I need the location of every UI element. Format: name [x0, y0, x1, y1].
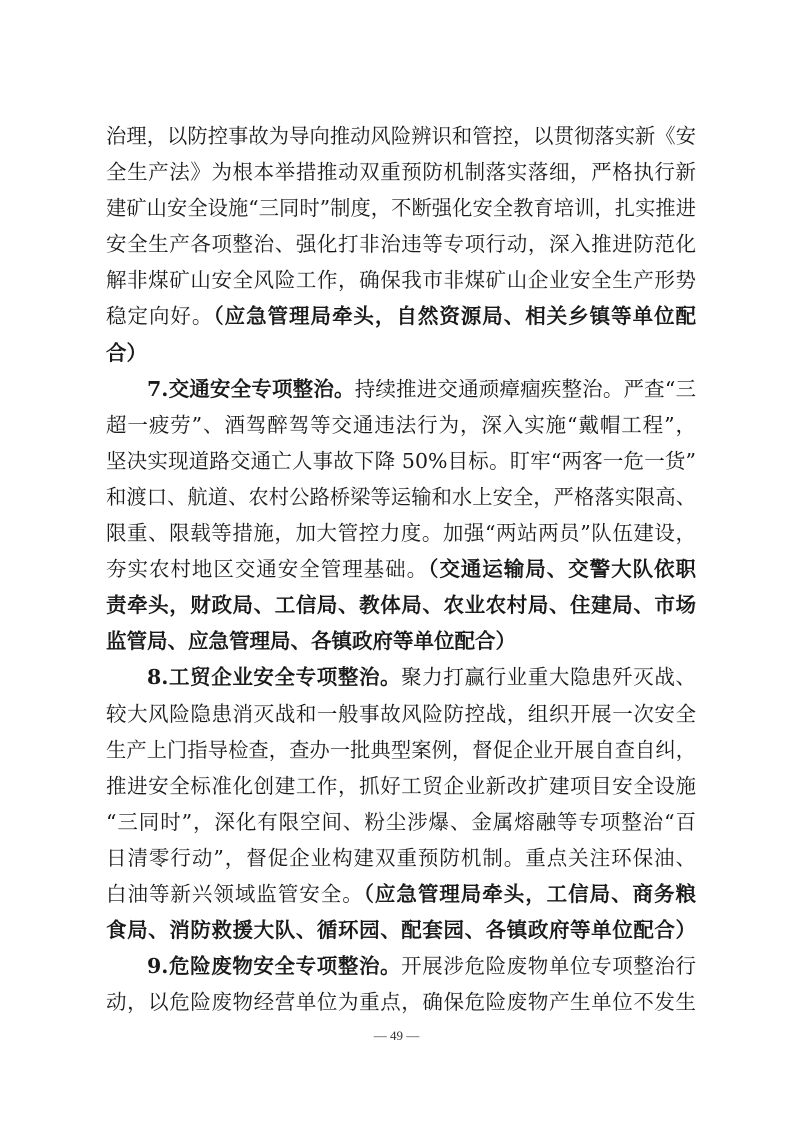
text-run: 推进安全标准化创建工作，抓好工贸企业新改扩建项目安全设施: [106, 773, 696, 798]
text-run: “三同时”，深化有限空间、粉尘涉爆、金属熔融等专项整治“百: [106, 809, 696, 834]
text-run: 全生产法》为根本举措推动双重预防机制落实落细，严格执行新: [106, 160, 696, 185]
text-line: [106, 732, 696, 768]
text-line: [106, 335, 696, 371]
document-body: [106, 118, 696, 1020]
text-line: [106, 298, 696, 334]
paragraph-industry-trade-safety: [106, 659, 696, 948]
bold-text-run: 9.危险废物安全专项整治。: [147, 954, 402, 979]
text-run: 建矿山安全设施“三同时”制度，不断强化安全教育培训，扎实推进: [106, 196, 696, 221]
bold-text-run: 8.工贸企业安全专项整治。: [147, 665, 402, 690]
text-run: 较大风险隐患消灭战和一般事故风险防控战，组织开展一次安全: [106, 701, 696, 726]
paragraph-mining-safety: [106, 118, 696, 371]
text-run: 日清零行动”，督促企业构建双重预防机制。重点关注环保油、: [106, 845, 696, 870]
text-line: [106, 623, 696, 659]
text-line: [106, 984, 696, 1020]
bold-text-run: （应急管理局牵头，自然资源局、相关乡镇等单位配: [213, 304, 697, 329]
text-line: [106, 118, 696, 154]
text-run: 夯实农村地区交通安全管理基础。: [106, 557, 429, 582]
text-run: 白油等新兴领域监管安全。: [106, 881, 364, 906]
text-line: [106, 587, 696, 623]
text-line: [106, 262, 696, 298]
text-run: 聚力打赢行业重大隐患歼灭战、: [401, 665, 697, 690]
text-run: 超一疲劳”、酒驾醉驾等交通违法行为，深入实施“戴帽工程”，: [106, 412, 696, 437]
text-line: [106, 371, 696, 407]
text-line: [106, 768, 696, 804]
text-line: [106, 912, 696, 948]
bold-text-run: （交通运输局、交警大队依职: [428, 557, 697, 582]
text-run: 和渡口、航道、农村公路桥梁等运输和水上安全，严格落实限高、: [106, 484, 696, 509]
text-line: [106, 479, 696, 515]
text-run: 解非煤矿山安全风险工作，确保我市非煤矿山企业安全生产形势: [106, 268, 696, 293]
paragraph-traffic-safety: [106, 371, 696, 660]
text-line: [106, 948, 696, 984]
text-run: 持续推进交通顽瘴痼疾整治。严查“三: [354, 376, 697, 401]
text-line: [106, 154, 696, 190]
text-line: [106, 876, 696, 912]
text-run: 动，以危险废物经营单位为重点，确保危险废物产生单位不发生: [106, 990, 696, 1015]
text-run: 稳定向好。: [106, 304, 214, 329]
page-number: — 49 —: [373, 1028, 420, 1043]
text-line: [106, 407, 696, 443]
text-line: [106, 551, 696, 587]
text-line: [106, 443, 696, 479]
text-run: 限重、限载等措施，加大管控力度。加强“两站两员”队伍建设，: [106, 521, 696, 546]
text-line: [106, 226, 696, 262]
text-line: [106, 696, 696, 732]
bold-text-run: 监管局、应急管理局、各镇政府等单位配合）: [106, 629, 516, 654]
bold-text-run: （应急管理局牵头，工信局、商务粮: [363, 881, 697, 906]
bold-text-run: 7.交通安全专项整治。: [147, 376, 355, 401]
text-line: [106, 804, 696, 840]
text-run: 坚决实现道路交通亡人事故下降 50%目标。盯牢“两客一危一货”: [106, 448, 696, 473]
bold-text-run: 责牵头，财政局、工信局、教体局、农业农村局、住建局、市场: [106, 593, 696, 618]
bold-text-run: 合）: [106, 340, 147, 365]
text-line: [106, 659, 696, 695]
bold-text-run: 食局、消防救援大队、循环园、配套园、各镇政府等单位配合）: [106, 918, 696, 943]
text-line: [106, 840, 696, 876]
text-run: 生产上门指导检查，查办一批典型案例，督促企业开展自查自纠，: [106, 737, 696, 762]
text-run: 开展涉危险废物单位专项整治行: [401, 954, 697, 979]
paragraph-hazardous-waste-safety: [106, 948, 696, 1020]
text-line: [106, 190, 696, 226]
text-run: 治理，以防控事故为导向推动风险辨识和管控，以贯彻落实新《安: [106, 124, 696, 148]
text-run: 安全生产各项整治、强化打非治违等专项行动，深入推进防范化: [106, 232, 696, 257]
text-line: [106, 515, 696, 551]
